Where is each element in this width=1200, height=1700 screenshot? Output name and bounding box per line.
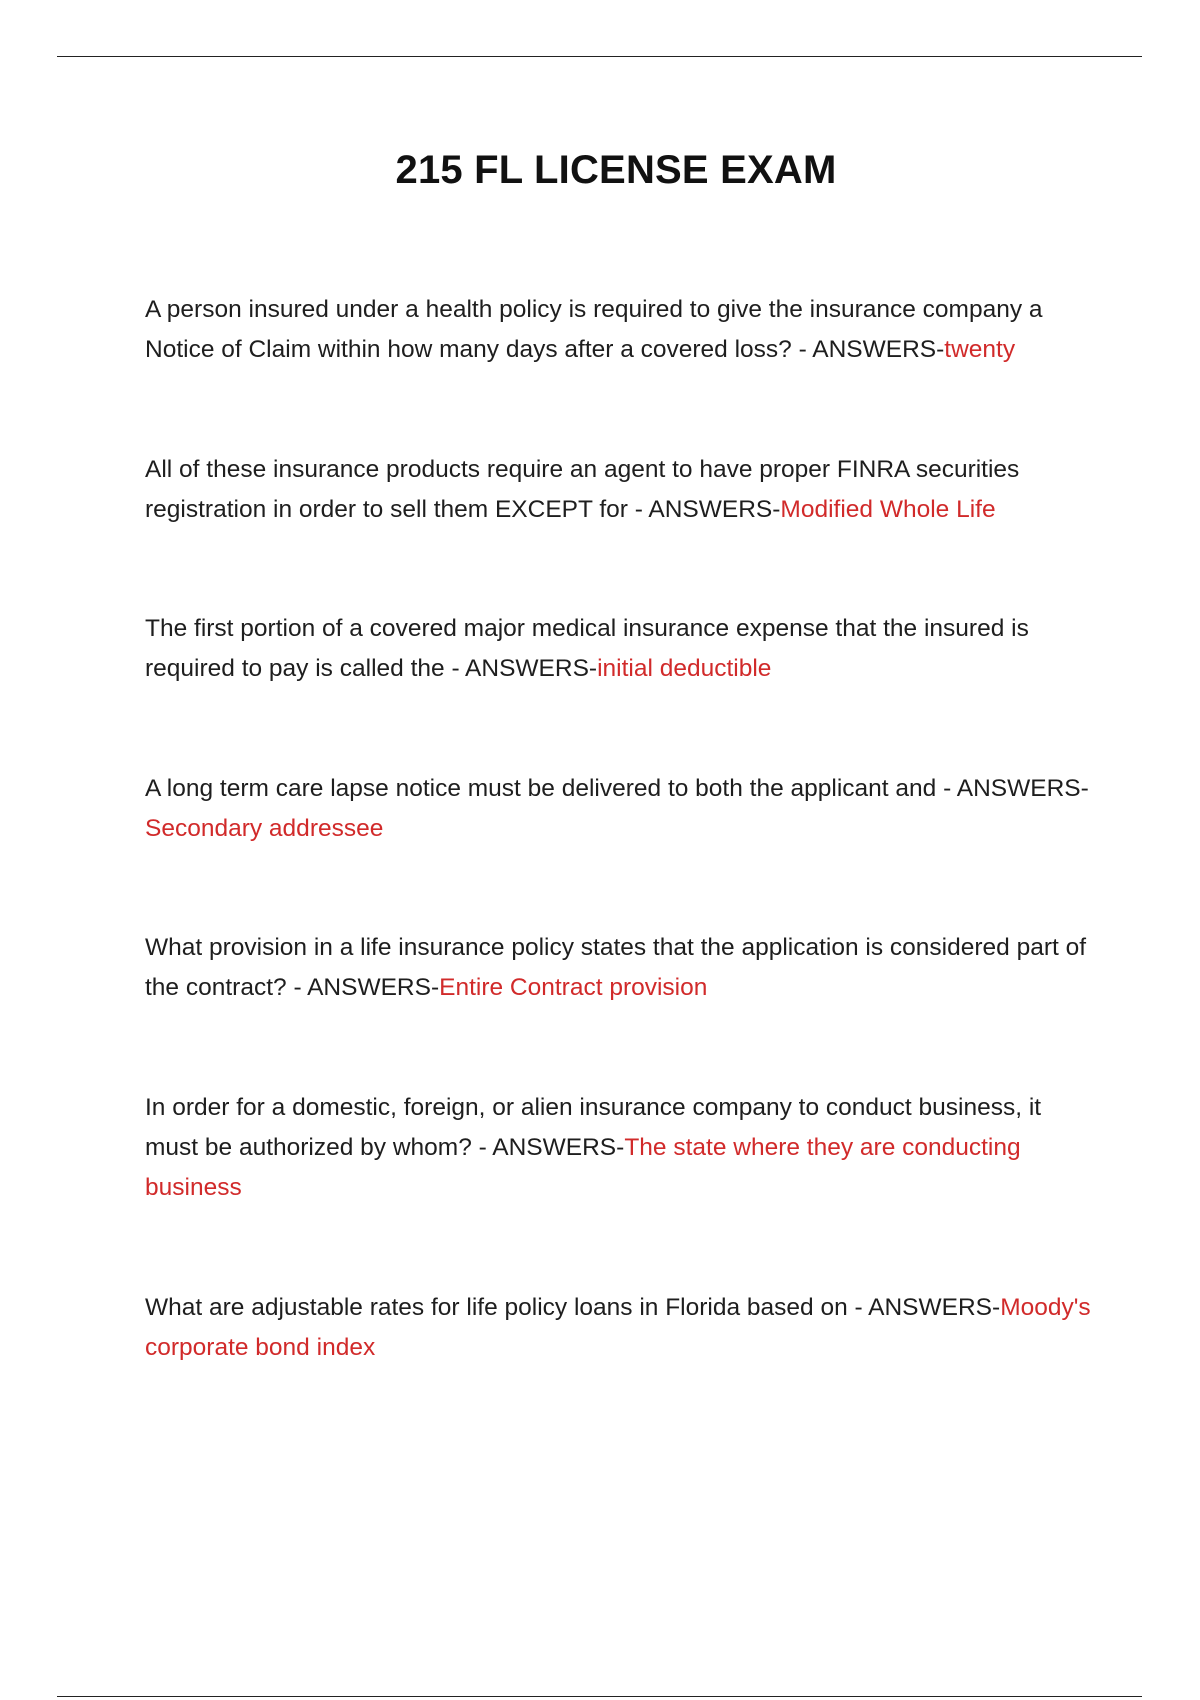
answer-text: Secondary addressee [145,815,384,842]
answer-text: Modified Whole Life [780,496,996,523]
qa-item [145,450,1095,530]
page-title: 215 FL LICENSE EXAM [395,148,837,192]
qa-item [145,1288,1095,1368]
answer-text: twenty [944,336,1016,363]
answer-text: Entire Contract provision [439,974,708,1001]
qa-item [145,928,1095,1008]
answer-prefix: - ANSWERS- [798,336,945,363]
question-text: What are adjustable rates for life policy loans in Florida based on [145,1294,848,1321]
answer-prefix: - ANSWERS- [634,496,781,523]
answer-prefix: - ANSWERS- [451,655,598,682]
question-text: All of these insurance products require an agent to have proper FINRA securities registration in order to sell them EXCEPT for [145,456,1020,523]
answer-prefix: - ANSWERS- [478,1134,625,1161]
question-text: In order for a domestic, foreign, or alien insurance company to conduct business, it must be authorized by whom? [145,1094,1042,1161]
answer-prefix: - ANSWERS- [943,775,1089,802]
answer-prefix: - ANSWERS- [293,974,440,1001]
answer-text: Moody's corporate bond index [145,1294,1091,1361]
question-text: The first portion of a covered major medical insurance expense that the insured is required to pay is called the [145,615,1029,682]
qa-item [145,1088,1095,1208]
qa-item [145,609,1095,689]
qa-item [145,769,1095,849]
question-text: What provision in a life insurance policy states that the application is considered part of the contract? [145,934,1087,1001]
answer-text: The state where they are conducting business [145,1134,1021,1201]
bottom-rule [57,1696,1142,1697]
top-rule [57,56,1142,57]
question-text: A long term care lapse notice must be delivered to both the applicant and [145,775,937,802]
answer-text: initial deductible [597,655,772,682]
qa-item [145,290,1095,370]
question-text: A person insured under a health policy is required to give the insurance company a Notice of Claim within how many days after a covered loss? [145,296,1043,363]
answer-prefix: - ANSWERS- [854,1294,1001,1321]
